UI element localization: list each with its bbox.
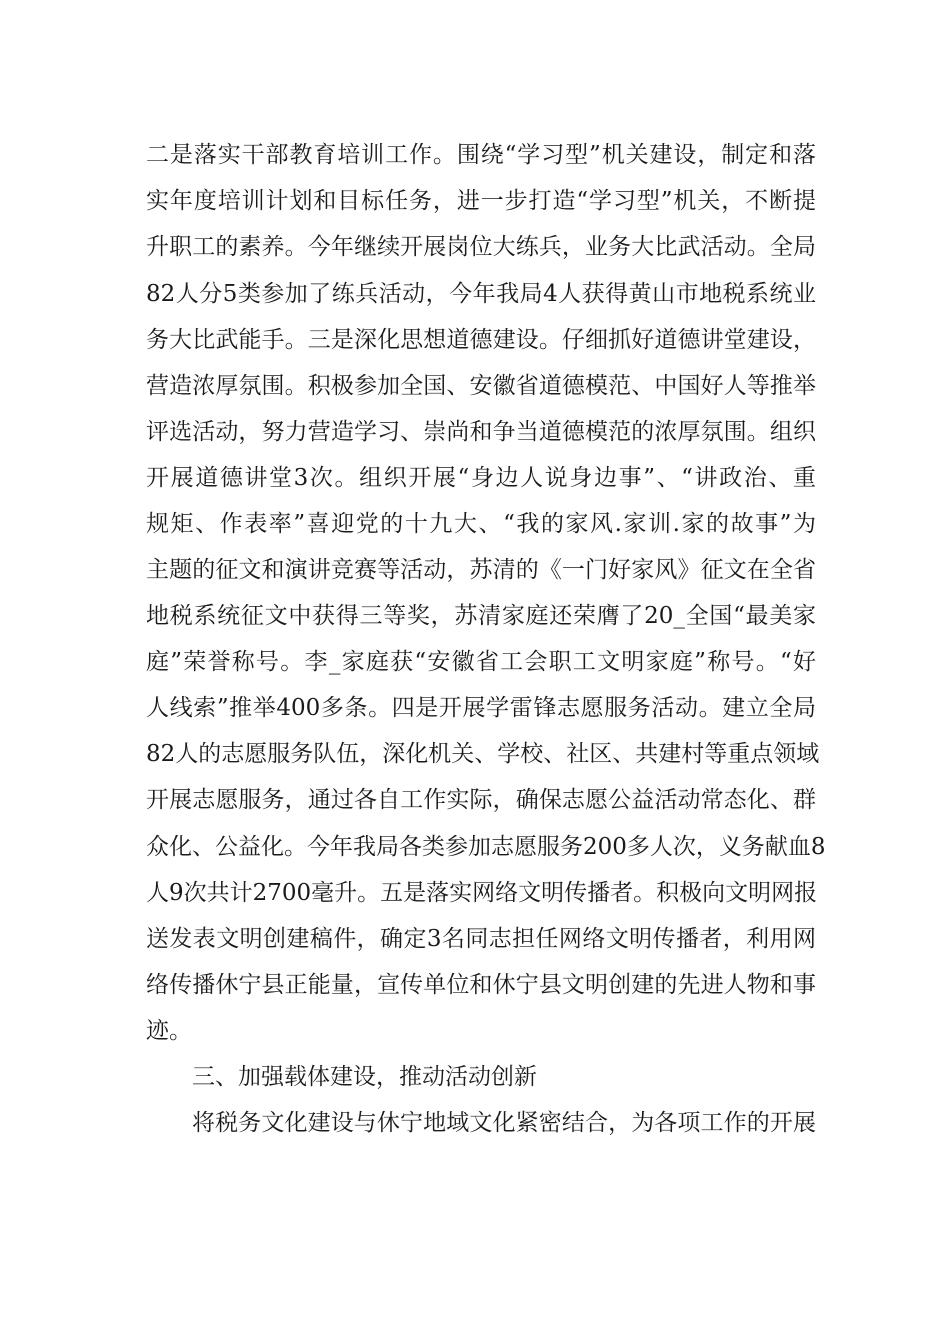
body-text-line: 实年度培训计划和目标任务，进一步打造“学习型”机关，不断提 xyxy=(146,188,816,214)
body-text-line: 评选活动，努力营造学习、崇尚和争当道德模范的浓厚氛围。组织 xyxy=(146,419,816,445)
body-text-line: 二是落实干部教育培训工作。围绕“学习型”机关建设，制定和落 xyxy=(146,142,816,168)
body-text-line: 升职工的素养。今年继续开展岗位大练兵，业务大比武活动。全局 xyxy=(146,234,816,260)
body-text-line: 众化、公益化。今年我局各类参加志愿服务200多人次，义务献血8 xyxy=(146,834,826,860)
body-text-line: 开展志愿服务，通过各自工作实际，确保志愿公益活动常态化、群 xyxy=(146,787,816,813)
body-text-line: 82人分5类参加了练兵活动，今年我局4人获得黄山市地税系统业 xyxy=(146,281,816,307)
section-heading: 三、加强载体建设，推动活动创新 xyxy=(192,1064,537,1090)
body-text-line: 开展道德讲堂3次。组织开展“身边人说身边事”、“讲政治、重 xyxy=(146,465,816,491)
body-text-line: 将税务文化建设与休宁地域文化紧密结合，为各项工作的开展 xyxy=(192,1110,816,1136)
body-text-line: 送发表文明创建稿件，确定3名同志担任网络文明传播者，利用网 xyxy=(146,926,816,952)
body-text-line: 庭”荣誉称号。李_家庭获“安徽省工会职工文明家庭”称号。“好 xyxy=(146,649,816,675)
body-text-line: 人线索”推举400多条。四是开展学雷锋志愿服务活动。建立全局 xyxy=(146,695,816,721)
body-text-line: 迹。 xyxy=(146,1018,192,1044)
body-text-line: 地税系统征文中获得三等奖，苏清家庭还荣膺了20_全国“最美家 xyxy=(146,603,816,629)
body-text-line: 82人的志愿服务队伍，深化机关、学校、社区、共建村等重点领域 xyxy=(146,741,820,767)
body-text-line: 营造浓厚氛围。积极参加全国、安徽省道德模范、中国好人等推举 xyxy=(146,373,816,399)
body-text-line: 主题的征文和演讲竞赛等活动，苏清的《一门好家风》征文在全省 xyxy=(146,557,816,583)
body-text-line: 规矩、作表率”喜迎党的十九大、“我的家风.家训.家的故事”为 xyxy=(146,511,816,537)
body-text-line: 务大比武能手。三是深化思想道德建设。仔细抓好道德讲堂建设， xyxy=(146,327,816,353)
body-text-line: 络传播休宁县正能量，宣传单位和休宁县文明创建的先进人物和事 xyxy=(146,972,816,998)
body-text-line: 人9次共计2700毫升。五是落实网络文明传播者。积极向文明网报 xyxy=(146,880,818,906)
